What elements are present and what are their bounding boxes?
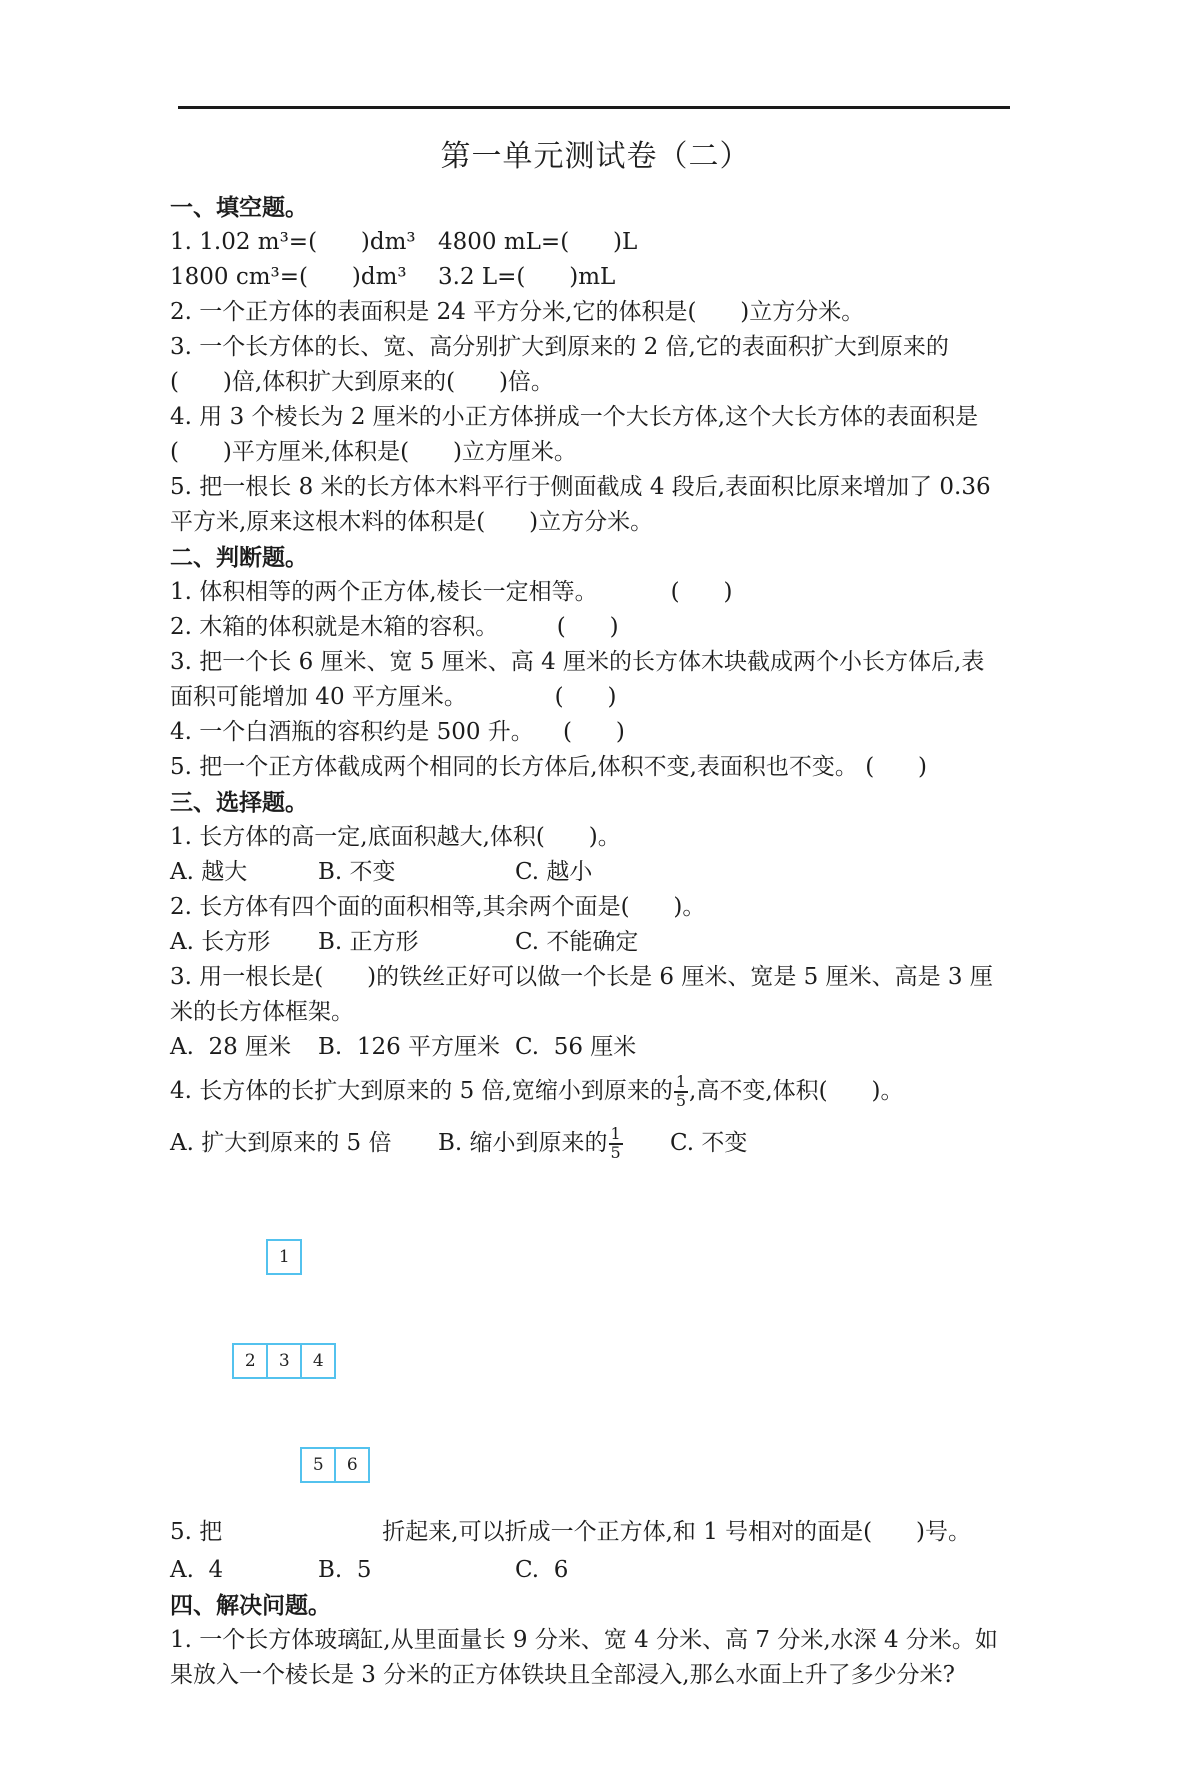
choice-q2-option-a: A. 长方形 (170, 929, 271, 955)
choice-q1-option-b: B. 不变 (318, 859, 396, 885)
page-title: 第一单元测试卷（二） (440, 140, 751, 173)
judge-q3-line2: 面积可能增加 40 平方厘米。 ( ) (170, 684, 617, 710)
section-fill-header: 一、填空题。 (170, 194, 308, 221)
choice-q4-option-b (438, 1117, 670, 1169)
choice-q4 (170, 1065, 1191, 1117)
cube-net-cell-1: 1 (266, 1239, 302, 1275)
section-judge-header: 二、判断题。 (170, 544, 308, 571)
cube-net-cell-5: 5 (300, 1447, 336, 1483)
cube-net-row-1 (232, 1239, 370, 1275)
fill-q5-line1: 5. 把一根长 8 米的长方体木料平行于侧面截成 4 段后,表面积比原来增加了 0.36 (170, 474, 991, 500)
worksheet-page (0, 106, 1191, 1790)
choice-q1-options (170, 855, 1191, 890)
choice-q3-option-a: A. 28 厘米 (170, 1034, 292, 1060)
choice-q2-option-b: B. 正方形 (318, 929, 419, 955)
choice-q5 (170, 1169, 1191, 1553)
choice-q1-option-c: C. 越小 (515, 859, 593, 885)
choice-q4-option-c: C. 不变 (670, 1130, 748, 1156)
choice-q5-option-b: B. 5 (318, 1557, 372, 1583)
fill-q3-line1: 3. 一个长方体的长、宽、高分别扩大到原来的 2 倍,它的表面积扩大到原来的 (170, 334, 949, 360)
worksheet-body (0, 190, 1191, 1693)
cube-net-cell-3: 3 (266, 1343, 302, 1379)
section-choice-header: 三、选择题。 (170, 789, 308, 816)
fraction-numerator: 1 (675, 1072, 687, 1092)
judge-q1: 1. 体积相等的两个正方体,棱长一定相等。 ( ) (170, 579, 733, 605)
choice-q1-option-a: A. 越大 (170, 859, 248, 885)
choice-q3-option-b: B. 126 平方厘米 (318, 1034, 501, 1060)
fill-q1-line1 (170, 225, 1191, 260)
fraction-denominator: 5 (610, 1143, 621, 1162)
choice-q4-option-a: A. 扩大到原来的 5 倍 (170, 1130, 392, 1156)
choice-q3-option-c: C. 56 厘米 (515, 1034, 637, 1060)
solve-q1-line1: 1. 一个长方体玻璃缸,从里面量长 9 分米、宽 4 分米、高 7 分米,水深 4 分米。如 (170, 1627, 998, 1653)
cube-net-figure (232, 1169, 370, 1553)
choice-q5-option-c: C. 6 (515, 1557, 569, 1583)
fraction-one-fifth (608, 1126, 624, 1162)
choice-q2-options (170, 925, 1191, 960)
fill-q3-line2: ( )倍,体积扩大到原来的( )倍。 (170, 369, 554, 395)
choice-q3-line2: 米的长方体框架。 (170, 999, 354, 1025)
cube-net-cell-6: 6 (334, 1447, 370, 1483)
choice-q4-option-b-text: B. 缩小到原来的 (438, 1130, 608, 1156)
choice-q3-line1: 3. 用一根长是( )的铁丝正好可以做一个长是 6 厘米、宽是 5 厘米、高是 3 厘 (170, 964, 993, 990)
fraction-denominator: 5 (675, 1091, 687, 1110)
choice-q4-text-start: 4. 长方体的长扩大到原来的 5 倍,宽缩小到原来的 (170, 1078, 673, 1104)
choice-q2: 2. 长方体有四个面的面积相等,其余两个面是( )。 (170, 894, 706, 920)
choice-q4-options (170, 1117, 1191, 1169)
fraction-one-fifth (673, 1074, 689, 1110)
choice-q3-options (170, 1030, 1191, 1065)
choice-q2-option-c: C. 不能确定 (515, 929, 639, 955)
choice-q1: 1. 长方体的高一定,底面积越大,体积( )。 (170, 824, 621, 850)
choice-q5-text-end: 折起来,可以折成一个正方体,和 1 号相对的面是( )号。 (382, 1519, 971, 1545)
header-rule (178, 106, 1010, 109)
cube-net-cell-2: 2 (232, 1343, 268, 1379)
fill-q1-line2 (170, 260, 1191, 295)
fill-q5-line2: 平方米,原来这根木料的体积是( )立方分米。 (170, 509, 654, 535)
section-solve-header: 四、解决问题。 (170, 1592, 331, 1619)
fill-q4-line1: 4. 用 3 个棱长为 2 厘米的小正方体拼成一个大长方体,这个大长方体的表面积是 (170, 404, 979, 430)
choice-q5-text-start: 5. 把 (170, 1519, 223, 1545)
judge-q4: 4. 一个白酒瓶的容积约是 500 升。 ( ) (170, 719, 625, 745)
cube-net-row-2 (232, 1343, 370, 1379)
judge-q3-line1: 3. 把一个长 6 厘米、宽 5 厘米、高 4 厘米的长方体木块截成两个小长方体后,表 (170, 649, 985, 675)
choice-q5-option-a: A. 4 (170, 1557, 224, 1583)
cube-net-cell-4: 4 (300, 1343, 336, 1379)
fill-q4-line2: ( )平方厘米,体积是( )立方厘米。 (170, 439, 577, 465)
choice-q4-text-end: ,高不变,体积( )。 (689, 1078, 904, 1104)
solve-q1-line2: 果放入一个棱长是 3 分米的正方体铁块且全部浸入,那么水面上升了多少分米? (170, 1662, 955, 1688)
judge-q5: 5. 把一个正方体截成两个相同的长方体后,体积不变,表面积也不变。 ( ) (170, 754, 928, 780)
choice-q5-options (170, 1553, 1191, 1588)
fill-q2: 2. 一个正方体的表面积是 24 平方分米,它的体积是( )立方分米。 (170, 299, 865, 325)
fill-q1-part-c: 1800 cm³=( )dm³ (170, 264, 407, 290)
fill-q1-part-a: 1. 1.02 m³=( )dm³ (170, 229, 416, 255)
cube-net-row-3 (232, 1447, 370, 1483)
fill-q1-part-d: 3.2 L=( )mL (438, 264, 616, 290)
fill-q1-part-b: 4800 mL=( )L (438, 229, 638, 255)
judge-q2: 2. 木箱的体积就是木箱的容积。 ( ) (170, 614, 619, 640)
fraction-numerator: 1 (610, 1124, 621, 1144)
